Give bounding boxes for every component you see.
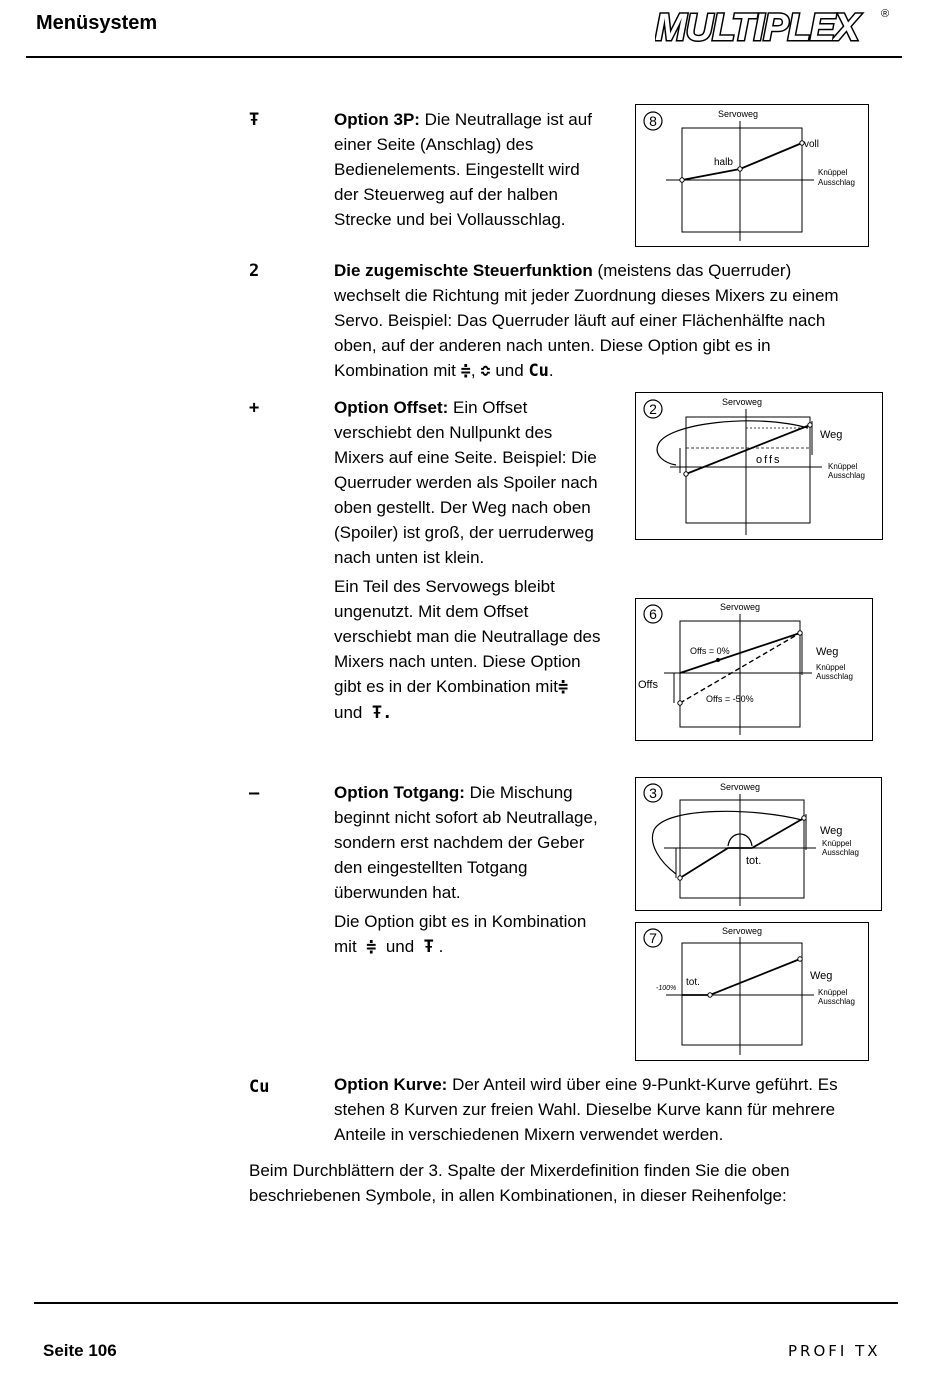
text-line: nach unten ist klein. xyxy=(334,548,485,567)
x-axis-label-1: Knüppel xyxy=(828,462,858,471)
text-line: Der Anteil wird über eine 9-Punkt-Kurve geführt. Es xyxy=(447,1075,838,1094)
text-line: verschiebt den Nullpunkt des xyxy=(334,423,553,442)
text-line xyxy=(334,934,624,960)
label-tot: tot. xyxy=(746,855,762,867)
page-number: Seite 106 xyxy=(43,1341,117,1360)
page-header-title: Menüsystem xyxy=(36,12,158,34)
y-axis-label: Servoweg xyxy=(721,397,763,407)
curve-point xyxy=(808,423,812,427)
text-line: oben, auf der anderen nach unten. Diese Option gibt es in xyxy=(334,336,771,355)
logo-registered-mark: ® xyxy=(881,8,890,20)
text-run: mit xyxy=(334,937,357,956)
x-axis-label-2: Ausschlag xyxy=(816,672,853,681)
figure-number: 8 xyxy=(649,113,657,129)
y-axis-label: Servoweg xyxy=(719,782,761,792)
note-minus-100: -100% xyxy=(656,985,677,992)
text-line: der Steuerweg auf der halben xyxy=(334,185,558,204)
figure-8-diagram xyxy=(635,104,869,247)
text-line: wechselt die Richtung mit jeder Zuordnung dieses Mixers zu einem xyxy=(334,286,839,305)
text-run: . xyxy=(438,937,444,956)
plot-frame xyxy=(682,943,802,1045)
x-axis-label-2: Ausschlag xyxy=(818,178,855,187)
curve-point xyxy=(802,816,806,820)
product-name: PROFI TX xyxy=(788,1342,881,1360)
label-weg: Weg xyxy=(816,646,839,658)
note-offs-0: Offs = 0% xyxy=(690,646,730,656)
text-line: beschriebenen Symbole, in allen Kombinationen, in dieser Reihenfolge: xyxy=(249,1186,787,1205)
reverse-text xyxy=(334,258,894,384)
text-line: den eingestellten Totgang xyxy=(334,858,528,877)
offset-text xyxy=(334,395,624,570)
curve-line xyxy=(682,143,802,180)
curve-title: Option Kurve: xyxy=(334,1075,448,1094)
text-line: Beim Durchblättern der 3. Spalte der Mixerdefinition finden Sie die oben xyxy=(249,1161,790,1180)
text-run: , xyxy=(470,361,476,380)
x-axis-label-1: Knüppel xyxy=(816,663,846,672)
text-line: stehen 8 Kurven zur freien Wahl. Dieselbe Kurve kann für mehrere xyxy=(334,1100,836,1119)
x-axis-label-1: Knüppel xyxy=(818,168,848,177)
text-run: gibt es in der Kombination mit xyxy=(334,677,558,696)
text-line: Die Neutrallage ist auf xyxy=(419,110,592,129)
text-line: Strecke und bei Vollausschlag. xyxy=(334,210,566,229)
symbol-icon: ≑ xyxy=(557,677,569,697)
text-line: überwunden hat. xyxy=(334,883,461,902)
text-run: . xyxy=(548,361,554,380)
symbol-icon: ≑ xyxy=(460,361,471,381)
figure-3-diagram xyxy=(635,777,882,911)
text-line: Die Mischung xyxy=(464,783,573,802)
text-line: Querruder werden als Spoiler nach xyxy=(334,473,598,492)
note-offs-50: Offs = -50% xyxy=(706,694,754,704)
text-line: beginnt nicht sofort ab Neutrallage, xyxy=(334,808,598,827)
text-line: (meistens das Querruder) xyxy=(592,261,792,280)
y-axis-label: Servoweg xyxy=(721,926,763,936)
x-axis-label-2: Ausschlag xyxy=(828,471,865,480)
x-axis-label-1: Knüppel xyxy=(822,839,852,848)
text-run: und xyxy=(334,703,363,722)
multiplex-logo xyxy=(655,7,895,50)
range-arrow xyxy=(652,811,802,874)
symbol-icon: ≎ xyxy=(480,361,491,381)
text-line: ungenutzt. Mit dem Offset xyxy=(334,602,529,621)
reverse-title: Die zugemischte Steuerfunktion xyxy=(334,261,593,280)
option-3p-symbol: Ŧ xyxy=(249,110,260,130)
curve-point xyxy=(680,178,684,182)
offset-title: Option Offset: xyxy=(334,398,449,417)
text-line: (Spoiler) ist groß, der uerruderweg xyxy=(334,523,594,542)
figure-number: 7 xyxy=(649,930,657,946)
option-3p-title: Option 3P: xyxy=(334,110,420,129)
text-line: Anteile in verschiedenen Mixern verwendet werden. xyxy=(334,1125,724,1144)
label-weg: Weg xyxy=(820,429,843,441)
curve-point xyxy=(798,631,802,635)
symbol-icon: Ŧ xyxy=(371,703,383,723)
figure-2-diagram xyxy=(635,392,883,540)
y-axis-label: Servoweg xyxy=(719,602,761,612)
text-line: sondern erst nachdem der Geber xyxy=(334,833,585,852)
offset-text-2 xyxy=(334,574,624,726)
y-axis-label: Servoweg xyxy=(717,109,759,119)
figure-6-diagram xyxy=(635,598,873,741)
deadband-title: Option Totgang: xyxy=(334,783,465,802)
text-line: oben gestellt. Der Weg nach oben xyxy=(334,498,591,517)
symbol-icon: Cu xyxy=(528,361,549,381)
option-3p-text xyxy=(334,107,624,232)
symbol-icon: Ŧ xyxy=(423,937,434,957)
x-axis-label-2: Ausschlag xyxy=(818,997,855,1006)
text-line: Ein Offset xyxy=(448,398,528,417)
curve-point xyxy=(684,472,688,476)
logo-wordmark: MULTIPLEX xyxy=(655,7,859,45)
label-voll: voll xyxy=(804,139,820,150)
label-offs: offs xyxy=(756,454,782,466)
text-line: einer Seite (Anschlag) des xyxy=(334,135,534,154)
text-line: Mixers auf eine Seite. Beispiel: Die xyxy=(334,448,597,467)
curve-point xyxy=(678,876,682,880)
text-line: Bedienelements. Eingestellt wird xyxy=(334,160,580,179)
curve-point xyxy=(738,167,742,171)
curve-text xyxy=(334,1072,894,1147)
figure-number: 3 xyxy=(649,785,657,801)
text-line: Mixers nach unten. Diese Option xyxy=(334,652,581,671)
x-axis-label-2: Ausschlag xyxy=(822,848,859,857)
text-run: und xyxy=(385,937,415,956)
curve-symbol: Cu xyxy=(249,1077,270,1097)
curve-point xyxy=(708,993,712,997)
label-tot: tot. xyxy=(686,977,700,988)
text-run: . xyxy=(382,703,393,723)
label-offs: Offs xyxy=(638,679,658,691)
figure-7-diagram xyxy=(635,922,869,1061)
reverse-symbol: 2 xyxy=(249,261,260,281)
figure-number: 2 xyxy=(649,401,657,417)
offset-symbol: + xyxy=(249,398,260,418)
text-line xyxy=(334,674,624,700)
deadband-symbol: – xyxy=(249,783,260,803)
closing-text xyxy=(249,1158,899,1208)
text-line: verschiebt man die Neutrallage des xyxy=(334,627,601,646)
footer-rule xyxy=(34,1302,898,1304)
header-rule xyxy=(26,56,902,58)
x-axis-label-1: Knüppel xyxy=(818,988,848,997)
symbol-icon: ≑ xyxy=(366,937,377,957)
label-halb: halb xyxy=(714,157,733,168)
text-line xyxy=(334,700,624,726)
text-line: Servo. Beispiel: Das Querruder läuft auf einer Flächenhälfte nach xyxy=(334,311,826,330)
curve-point xyxy=(678,701,682,705)
text-run: und xyxy=(495,361,524,380)
deadband-text xyxy=(334,780,624,905)
deadband-text-2 xyxy=(334,909,624,960)
label-weg: Weg xyxy=(810,970,833,982)
label-weg: Weg xyxy=(820,825,843,837)
text-line xyxy=(334,358,894,384)
text-line: Die Option gibt es in Kombination xyxy=(334,912,587,931)
text-run: Kombination mit xyxy=(334,361,456,380)
curve-point xyxy=(798,957,802,961)
text-line: Ein Teil des Servowegs bleibt xyxy=(334,577,555,596)
plot-frame xyxy=(680,800,804,898)
curve-point xyxy=(716,658,720,662)
figure-number: 6 xyxy=(649,606,657,622)
